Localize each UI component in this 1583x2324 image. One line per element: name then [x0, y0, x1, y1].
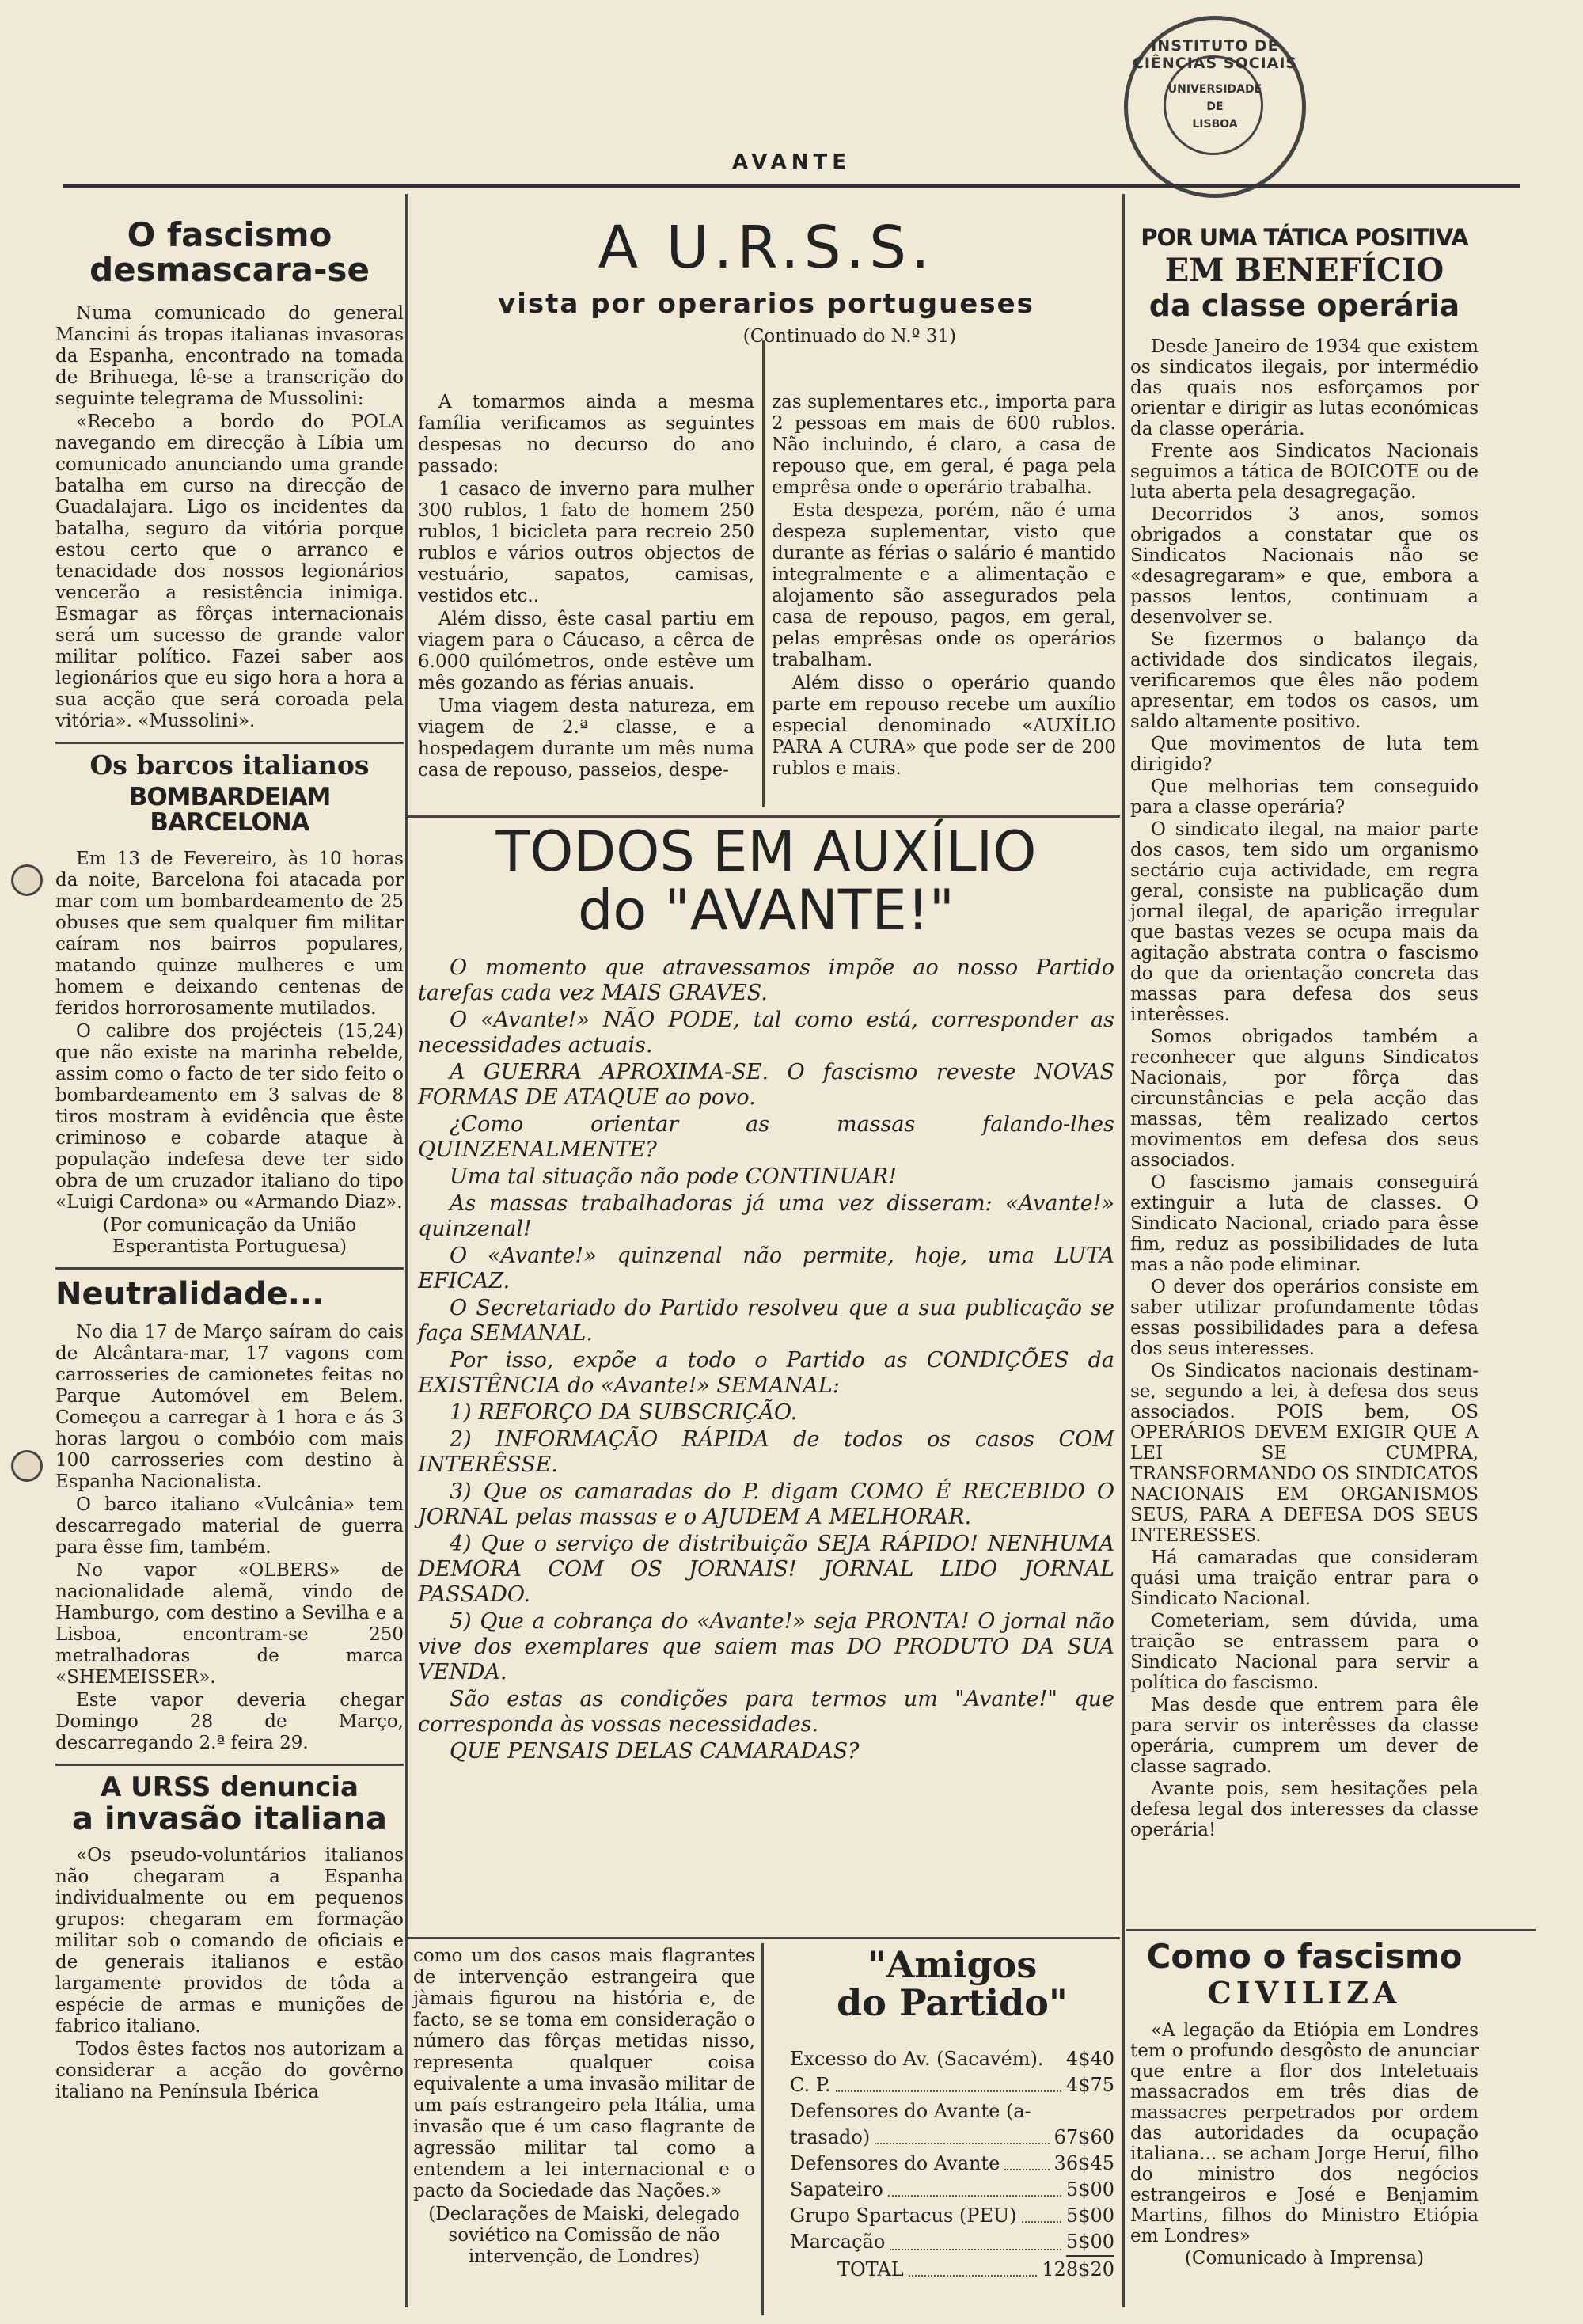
donation-value: 67$60 — [1053, 2125, 1114, 2148]
headline-bombardeiam: BOMBARDEIAM BARCELONA — [128, 782, 331, 837]
paragraph: A GUERRA APROXIMA-SE. O fascismo reveste NOVAS FORMAS DE ATAQUE ao povo. — [418, 1060, 1114, 1110]
section-rule — [55, 742, 404, 744]
leader-dots — [836, 2072, 1061, 2092]
paragraph: O «Avante!» quinzenal não permite, hoje, uma LUTA EFICAZ. — [418, 1244, 1114, 1293]
donation-value: 5$00 — [1065, 2178, 1114, 2201]
column-center — [418, 214, 1114, 349]
paragraph: 5) Que a cobrança do «Avante!» seja PRONTA! O jornal não vive dos exemplares que saiem mas DO PRODUTO DA SUA VENDA. — [418, 1609, 1114, 1684]
paragraph: O «Avante!» NÃO PODE, tal como está, corresponder as necessidades actuais. — [418, 1008, 1114, 1058]
paragraph: 2) INFORMAÇÃO RÁPIDA de todos os casos COM INTERÊSSE. — [418, 1427, 1114, 1477]
headline-desmascara: desmascara-se — [89, 250, 370, 290]
paragraph: Os Sindicatos nacionais destinam-se, segundo a lei, à defesa dos seus associados. POIS bem, OS OPERÁRIOS DEVEM EXIGIR QUE A LEI SE CUMPRA, TRANSFORMANDO OS SINDICATOS NACIONAIS EM ORGANISMOS SEUS, PARA A DEFESA DOS SEUS INTERESSES. — [1130, 1361, 1479, 1547]
donation-value: 4$75 — [1065, 2073, 1114, 2096]
stamp-ring-text: INSTITUTO DE CIÊNCIAS SOCIAIS — [1132, 37, 1298, 72]
paragraph: O calibre dos projécteis (15,24) que não existe na marinha rebelde, assim como o facto de ter sido feito o bombardeamento em 3 salvas de 8 tiros mostram à evidência que êste criminoso e cobarde ataque à população indefesa deve ter sido obra de um cruzador italiano do tipo «Luigi Cardona» ou «Armando Diaz». — [55, 1020, 404, 1213]
paragraph: Que movimentos de luta tem dirigido? — [1130, 734, 1479, 776]
donation-row — [790, 2098, 1114, 2125]
paragraph: Frente aos Sindicatos Nacionais seguimos a tática de BOICOTE ou de luta aberta pela desagregação. — [1130, 441, 1479, 503]
section-rule — [408, 815, 1120, 818]
paragraph: O momento que atravessamos impõe ao nosso Partido tarefas cada vez MAIS GRAVES. — [418, 955, 1114, 1005]
paragraph: Há camaradas que consideram quási uma traição entrar para o Sindicato Nacional. — [1130, 1547, 1479, 1610]
donation-label: Excesso do Av. (Sacavém). — [790, 2047, 1044, 2070]
paragraph: O fascismo jamais conseguirá extinguir a luta de classes. O Sindicato Nacional, criado para êsse fim, reduz as possibilidades de luta mas a não pode eliminar. — [1130, 1172, 1479, 1276]
total-value: 128$20 — [1042, 2258, 1114, 2280]
paragraph: O sindicato ilegal, na maior parte dos casos, tem sido um organismo sectário cuja actividade, em regra geral, consiste na publicação dum jornal ilegal, de aparição irregular que bastas vezes se ocupa mais da agitação abstrata contra o fascismo do que da orientação concreta das massas para defesa dos seus interêsses. — [1130, 819, 1479, 1026]
stamp-line-1: UNIVERSIDADE — [1167, 83, 1262, 96]
paragraph: As massas trabalhadoras já uma vez disseram: «Avante!» quinzenal! — [418, 1191, 1114, 1241]
paragraph: Uma tal situação não pode CONTINUAR! — [450, 1164, 898, 1189]
donation-label: Marcação — [790, 2230, 886, 2253]
column-rule — [1122, 194, 1125, 2307]
donation-value: 4$40 — [1065, 2047, 1114, 2070]
paragraph: Todos êstes factos nos autorizam a considerar a acção do govêrno italiano na Península Ibérica — [55, 2038, 404, 2102]
donation-row — [790, 2177, 1114, 2203]
headline-classe-operaria: da classe operária — [1148, 288, 1460, 324]
donation-row — [790, 2046, 1114, 2072]
punch-hole — [11, 1450, 43, 1482]
headline-todos: TODOS EM AUXÍLIO — [495, 819, 1037, 884]
paragraph: São estas as condições para termos um "Avante!" que corresponda às vossas necessidades. — [418, 1687, 1114, 1737]
total-label: TOTAL — [837, 2258, 904, 2280]
donation-value: 5$00 — [1066, 2229, 1114, 2257]
headline-amigos: "Amigos — [867, 1943, 1038, 1986]
paragraph: Cometeriam, sem dúvida, uma traição se entrassem para o Sindicato Nacional para servir a política do fascismo. — [1130, 1611, 1479, 1694]
donation-label: Defensores do Avante — [790, 2151, 1000, 2174]
donation-row — [790, 2072, 1114, 2098]
paragraph: O barco italiano «Vulcânia» tem descarregado material de guerra para êsse fim, também. — [55, 1494, 404, 1558]
donation-label: Defensores do Avante (a- — [790, 2099, 1031, 2122]
paragraph: O Secretariado do Partido resolveu que a sua publicação se faça SEMANAL. — [418, 1296, 1114, 1346]
paragraph: Este vapor deveria chegar Domingo 28 de Março, descarregando 2.ª feira 29. — [55, 1689, 404, 1753]
headline-invasao: a invasão italiana — [71, 1800, 388, 1837]
paragraph: Numa comunicado do general Mancini ás tropas italianas invasoras da Espanha, encontrado na tomada de Brihuega, lê-se a transcrição do seguinte telegrama de Mussolini: — [55, 303, 404, 410]
donation-row — [790, 2203, 1114, 2229]
paragraph: 1 casaco de inverno para mulher 300 rublos, 1 fato de homem 250 rublos, 1 bicicleta para recreio 250 rublos e vários outros objectos de vestuário, sapatos, camisas, vestidos etc.. — [418, 479, 754, 606]
paragraph: Avante pois, sem hesitações pela defesa legal dos interesses da classe operária! — [1130, 1779, 1479, 1841]
running-title: AVANTE — [731, 150, 852, 174]
section-rule — [55, 1764, 404, 1766]
donation-label: trasado) — [790, 2125, 871, 2148]
continuation-maiski — [413, 1946, 755, 2269]
inner-column-rule — [762, 340, 765, 807]
paragraph: Somos obrigados também a reconhecer que alguns Sindicatos Nacionais, por fôrça das circunstâncias e pela acção das massas, têm realizado certos movimentos em defesa dos seus associados. — [1130, 1027, 1479, 1171]
stamp-line-3: LISBOA — [1192, 118, 1238, 131]
paragraph: (Por comunicação da União Esperantista Portuguesa) — [102, 1214, 357, 1257]
donation-label: Grupo Spartacus (PEU) — [790, 2204, 1017, 2227]
top-rule — [63, 184, 1520, 188]
amigos-do-partido — [790, 1943, 1114, 2283]
headline-como-fascismo: Como o fascismo — [1146, 1937, 1463, 1976]
donation-label: Sapateiro — [790, 2178, 883, 2201]
paragraph: Se fizermos o balanço da actividade dos sindicatos ilegais, verificaremos que êles não podem apresentar, em todos os casos, um saldo altamente positivo. — [1130, 629, 1479, 733]
paragraph: Decorridos 3 anos, somos obrigados a constatar que os Sindicatos Nacionais não se «desagregaram» e que, embora a passos lentos, continuam a desenvolver se. — [1130, 504, 1479, 628]
paragraph: No dia 17 de Março saíram do cais de Alcântara-mar, 17 vagons com carrosseries de camionetes feitas no Parque Automóvel em Belem. Começou a carregar à 1 hora e ás 3 horas largou o combóio com mais 100 carrosseries com destino à Espanha Nacionalista. — [55, 1321, 404, 1492]
paragraph: Além disso, êste casal partiu em viagem para o Cáucaso, a cêrca de 6.000 quilómetros, onde estêve um mês gozando as férias anuais. — [418, 609, 754, 693]
paragraph: Que melhorias tem conseguido para a classe operária? — [1130, 777, 1479, 818]
paragraph: 3) Que os camaradas do P. digam COMO É RECEBIDO O JORNAL pelas massas e o AJUDEM A MELHORAR. — [418, 1479, 1114, 1529]
paragraph: como um dos casos mais flagrantes de intervenção estrangeira que jàmais figurou na história e, de facto, se se toma em consideração o número das fôrças metidas nisso, representa qualquer coisa equivalente a uma invasão militar de um país estrangeiro pela Itália, uma invasão que é um caso flagrante de agressão militar tal como a entendem a lei internacional e o pacto da Sociedade das Nações.» — [413, 1946, 755, 2201]
column-rule — [405, 194, 408, 2307]
headline-barcos: Os barcos italianos — [89, 750, 370, 781]
paragraph: «Recebo a bordo do POLA navegando em direcção à Líbia um comunicado anunciando uma grande batalha em curso na direcção de Guadalajara. Ligo os incidentes da batalha, seguro da vitória porque estou certo que o arranco e tenacidade dos nossos legionários vencerão a resistência inimiga. Esmagar as fôrças internacionais será um sucesso de grande valor militar político. Fazei saber aos legionários que eu sigo hora a hora a sua acção que será coroada pela vitória». «Mussolini». — [55, 412, 404, 732]
donation-label: C. P. — [790, 2073, 831, 2096]
section-rule — [408, 1937, 1120, 1939]
leader-dots — [909, 2257, 1038, 2277]
donation-value: 5$00 — [1065, 2204, 1114, 2227]
como-o-fascismo — [1130, 1939, 1479, 2270]
leader-dots — [1004, 2151, 1049, 2170]
donation-value: 36$45 — [1053, 2151, 1114, 2174]
inner-column-rule — [761, 1943, 764, 2315]
paragraph: Uma viagem desta natureza, em viagem de 2.ª classe, e a hospedagem durante um mês numa casa de repouso, passeios, despe- — [418, 696, 754, 780]
column-right — [1130, 226, 1479, 1842]
headline-urss: A U.R.S.S. — [598, 214, 935, 282]
paragraph: No vapor «OLBERS» de nacionalidade alemã, vindo de Hamburgo, com destino a Sevilha e a Lisboa, encontram-se 250 metralhadoras de marca «SHEMEISSER». — [55, 1559, 404, 1688]
paragraph: QUE PENSAIS DELAS CAMARADAS? — [450, 1739, 860, 1764]
urss-right-column — [772, 392, 1116, 781]
paragraph: Mas desde que entrem para êle para servir os interêsses da classe operária, cumprem um dever de classe sagrado. — [1130, 1695, 1479, 1778]
headline-civiliza: CIVILIZA — [1207, 1975, 1402, 2011]
paragraph: Esta despeza, porém, não é uma despeza suplementar, visto que durante as férias o salário é mantido integralmente e a alimentação e alojamento são assegurados pela casa de repouso, pagos, em geral, pelas emprêsas onde os operários trabalham. — [772, 500, 1116, 670]
headline-do-partido: do Partido" — [837, 1981, 1068, 2025]
paragraph: ¿Como orientar as massas falando-lhes QUINZENALMENTE? — [418, 1112, 1114, 1162]
paragraph: Além disso o operário quando parte em repouso recebe um auxílio especial denominado «AUXÍLIO PARA A CURA» que pode ser de 200 rublos e mais. — [772, 673, 1116, 779]
paragraph: O dever dos operários consiste em saber utilizar profundamente tôdas essas possibilidades para a defesa dos seus interesses. — [1130, 1277, 1479, 1360]
stamp-line-2: DE — [1206, 101, 1224, 113]
paragraph: 4) Que o serviço de distribuição SEJA RÁPIDO! NENHUMA DEMORA COM OS JORNAIS! JORNAL LIDO JORNAL PASSADO. — [418, 1532, 1114, 1607]
section-rule — [1126, 1929, 1536, 1931]
paragraph: «Os pseudo-voluntários italianos não chegaram a Espanha individualmente ou em pequenos grupos: chegaram em formação militar sob o comando de oficiais e de generais italianos e estão largamente providos de tôda a espécie de armas e munições de fabrico italiano. — [55, 1844, 404, 2037]
donation-total-row — [790, 2257, 1114, 2283]
paragraph: (Declarações de Maiski, delegado soviético na Comissão de não intervenção, de Londres) — [428, 2204, 740, 2267]
leader-dots — [888, 2177, 1061, 2197]
todos-em-auxilio — [418, 819, 1114, 1766]
leader-dots — [1022, 2203, 1061, 2223]
subheadline-operarios: vista por operarios portugueses — [498, 287, 1034, 320]
headline-tatica: POR UMA TÁTICA POSITIVA — [1141, 224, 1468, 251]
paragraph: 1) REFORÇO DA SUBSCRIÇÃO. — [450, 1400, 798, 1425]
continued-note: (Continuado do N.º 31) — [742, 326, 956, 347]
paragraph: «A legação da Etiópia em Londres tem o profundo desgôsto de anunciar que entre a flor dos Inteletuais massacrados em três dias de massacres perpetrados por ordem das autoridades da ocupação italiana... se acham Jorge Heruí, filho do ministro dos negócios estrangeiros e José e Benjamim Martins, filhos do Ministro Etiópia em Londres» — [1130, 2019, 1479, 2246]
headline-neutralidade: Neutralidade... — [55, 1275, 325, 1312]
paragraph: (Comunicado à Imprensa) — [1184, 2247, 1425, 2269]
donation-row — [790, 2151, 1114, 2177]
urss-left-column — [418, 392, 754, 783]
paragraph: A tomarmos ainda a mesma família verificamos as seguintes despesas no decurso do ano passado: — [418, 392, 754, 477]
headline-urss-denuncia: A URSS denuncia — [101, 1771, 359, 1803]
paragraph: Em 13 de Fevereiro, às 10 horas da noite, Barcelona foi atacada por mar com um bombardeamento de 25 obuses que sem qualquer fim militar caíram nos bairros populares, matando quinze mulheres e um homem e deixando centenas de feridos horrorosamente mutilados. — [55, 848, 404, 1019]
section-rule — [55, 1267, 404, 1270]
headline-fascismo: O fascismo — [127, 215, 332, 254]
headline-beneficio: EM BENEFÍCIO — [1164, 252, 1444, 290]
column-left — [55, 215, 404, 2105]
paragraph: Desde Janeiro de 1934 que existem os sindicatos ilegais, por intermédio das quais nos esforçamos por orientar e dirigir as lutas económicas da classe operária. — [1130, 336, 1479, 440]
donation-row — [790, 2229, 1114, 2257]
paragraph: Por isso, expõe a todo o Partido as CONDIÇÕES da EXISTÊNCIA do «Avante!» SEMANAL: — [418, 1348, 1114, 1398]
leader-dots — [875, 2125, 1049, 2144]
punch-hole — [11, 864, 43, 896]
paragraph: zas suplementares etc., importa para 2 pessoas em mais de 600 rublos. Não incluindo, é claro, a casa de repouso que, em geral, é paga pela emprêsa onde o operário trabalha. — [772, 392, 1116, 498]
leader-dots — [890, 2229, 1061, 2250]
headline-avante: do "AVANTE!" — [577, 877, 955, 943]
donation-row — [790, 2125, 1114, 2151]
